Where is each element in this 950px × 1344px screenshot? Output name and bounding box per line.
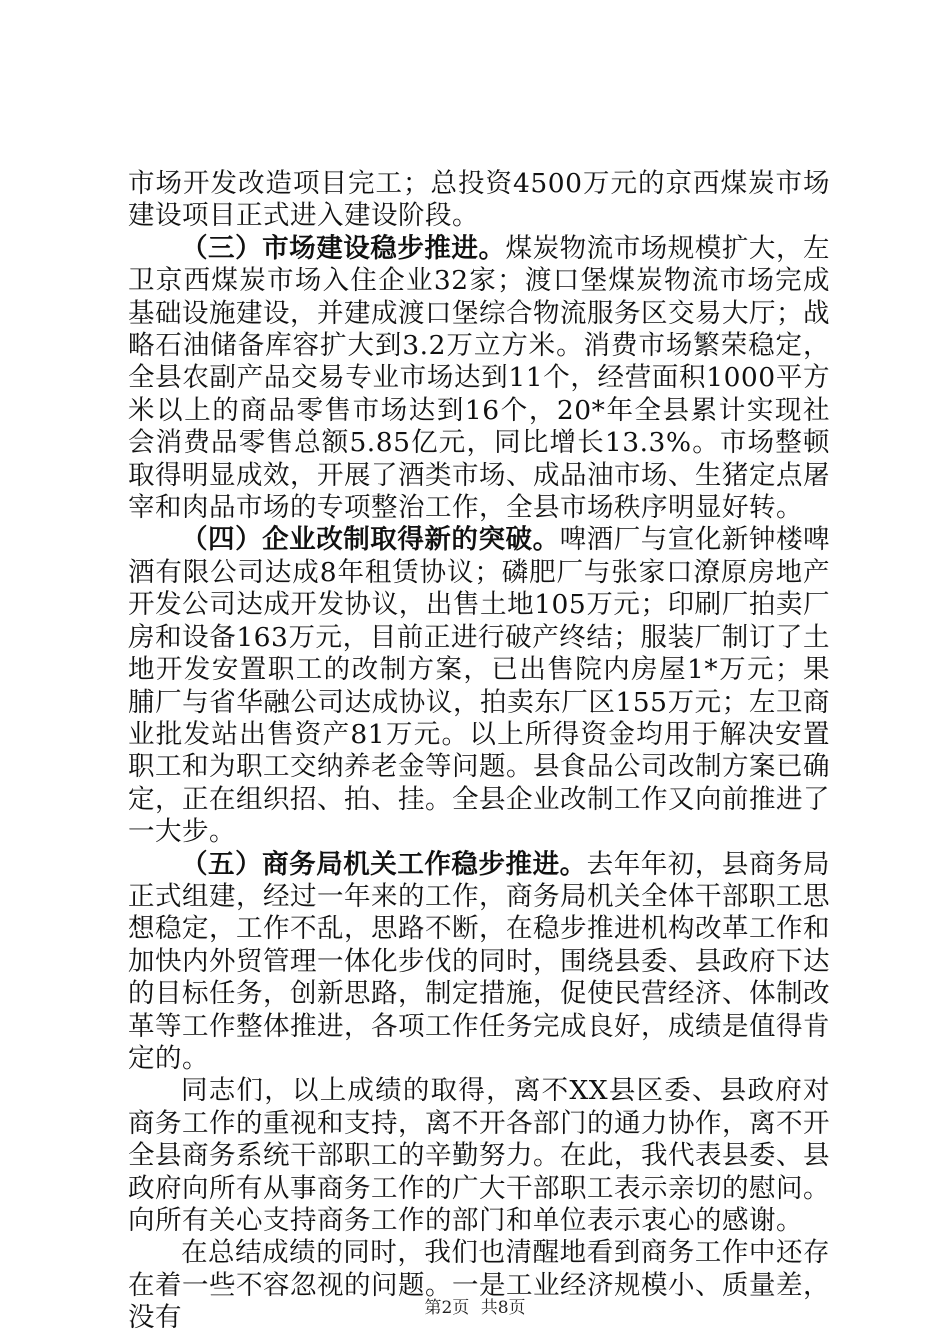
- paragraph-1: [128, 168, 830, 233]
- section-heading-3: （三）市场建设稳步推进。: [181, 232, 506, 264]
- paragraph-4: [128, 849, 830, 1076]
- paragraph-text: 市场开发改造项目完工；总投资4500万元的京西煤炭市场建设项目正式进入建设阶段。: [128, 168, 830, 232]
- section-heading-4: （四）企业改制取得新的突破。: [181, 524, 560, 556]
- paragraph-6: [128, 1237, 830, 1334]
- paragraph-2: [128, 233, 830, 525]
- page-total: 共8页: [480, 1298, 526, 1318]
- paragraph-text: 啤酒厂与宣化新钟楼啤酒有限公司达成8年租赁协议；磷肥厂与张家口潦原房地产开发公司达成开发协议，出售土地105万元；印刷厂拍卖厂房和设备163万元，目前正进行破产终结；服装厂制订了土地开发安置职工的改制方案，已出售院内房屋1*万元；果脯厂与省华融公司达成协议，拍卖东厂区155万元；左卫商业批发站出售资产81万元。以上所得资金均用于解决安置职工和为职工交纳养老金等问题。县食品公司改制方案已确定，正在组织招、拍、挂。全县企业改制工作又向前推进了一大步。: [128, 524, 831, 848]
- paragraph-text: 同志们，以上成绩的取得，离不XX县区委、县政府对商务工作的重视和支持，离不开各部门的通力协作，离不开全县商务系统干部职工的辛勤努力。在此，我代表县委、县政府向所有从事商务工作的广大干部职工表示亲切的慰问。向所有关心支持商务工作的部门和单位表示衷心的感谢。: [128, 1075, 830, 1236]
- paragraph-5: [128, 1075, 830, 1237]
- paragraph-text: 去年年初，县商务局正式组建，经过一年来的工作，商务局机关全体干部职工思想稳定，工作不乱，思路不断，在稳步推进机构改革工作和加快内外贸管理一体化步伐的同时，围绕县委、县政府下达的目标任务，创新思路，制定措施，促使民营经济、体制改革等工作整体推进，各项工作任务完成良好，成绩是值得肯定的。: [128, 848, 831, 1074]
- document-body: [128, 168, 830, 1335]
- section-heading-5: （五）商务局机关工作稳步推进。: [181, 848, 587, 880]
- page-number: 第2页: [424, 1298, 470, 1318]
- paragraph-3: [128, 524, 830, 848]
- paragraph-text: 在总结成绩的同时，我们也清醒地看到商务工作中还存在着一些不容忽视的问题。一是工业经济规模小、质量差，没有: [128, 1237, 830, 1334]
- page-footer: [0, 1298, 950, 1318]
- paragraph-text: 煤炭物流市场规模扩大，左卫京西煤炭市场入住企业32家；渡口堡煤炭物流市场完成基础设施建设，并建成渡口堡综合物流服务区交易大厅；战略石油储备库容扩大到3.2万立方米。消费市场繁荣稳定，全县农副产品交易专业市场达到11个，经营面积1000平方米以上的商品零售市场达到16个，20*年全县累计实现社会消费品零售总额5.85亿元，同比增长13.3%。市场整顿取得明显成效，开展了酒类市场、成品油市场、生猪定点屠宰和肉品市场的专项整治工作，全县市场秩序明显好转。: [128, 232, 831, 524]
